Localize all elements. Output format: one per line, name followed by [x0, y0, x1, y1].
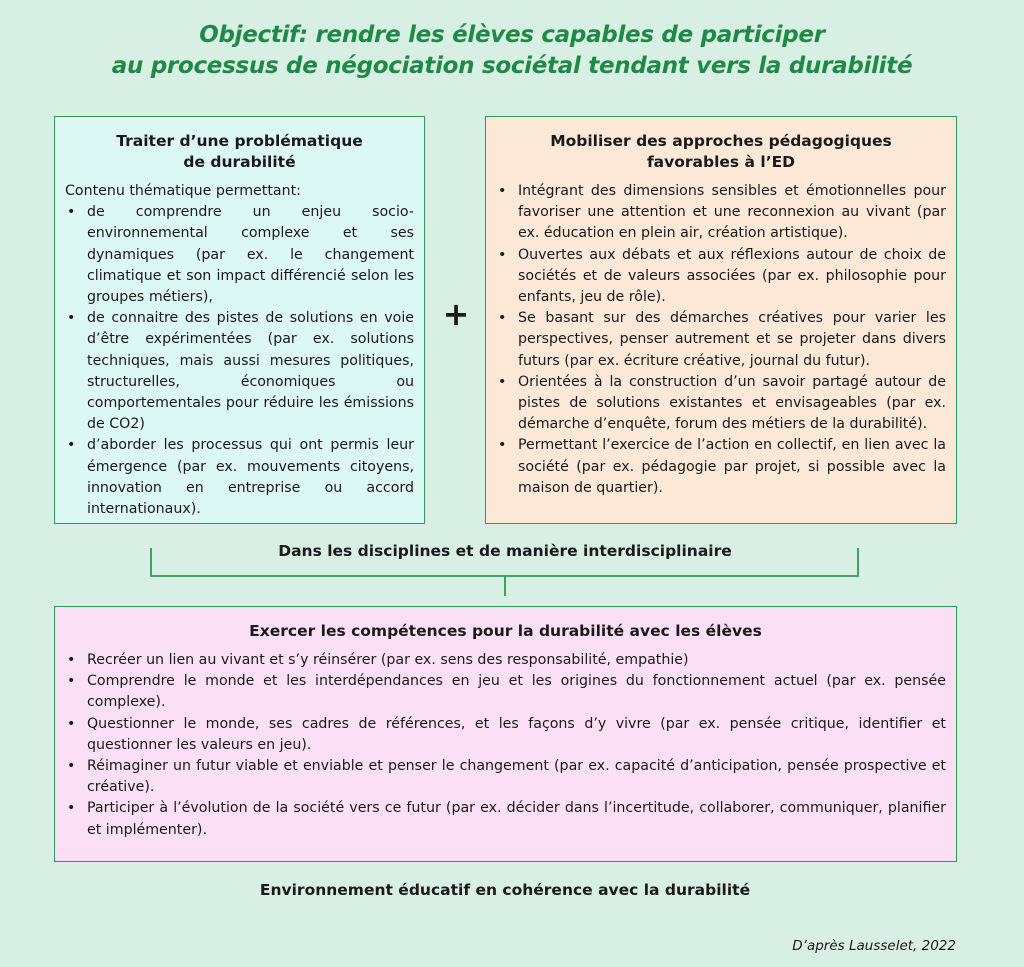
- box-competences: [54, 606, 957, 862]
- list-item: • de connaitre des pistes de solutions en voie d’être expérimentées (par ex. solutions techniques, mais aussi mesures politiques, structurelles, économiques ou comportementales pour réduire les émissions de CO2): [65, 308, 414, 435]
- box-approches-heading-line-1: Mobiliser des approches pédagogiques: [550, 132, 892, 150]
- list-item: • Intégrant des dimensions sensibles et émotionnelles pour favoriser une attention et une reconnexion au vivant (par ex. éducation en plein air, création artistique).: [496, 181, 946, 245]
- box-competences-heading: Exercer les compétences pour la durabilité avec les élèves: [249, 622, 762, 640]
- footer-label: Environnement éducatif en cohérence avec la durabilité: [259, 881, 751, 899]
- list-item: • Comprendre le monde et les interdépendances en jeu et les origines du fonctionnement actuel (par ex. pensée complexe).: [65, 671, 946, 713]
- box-approches-heading-line-2: favorables à l’ED: [646, 153, 796, 171]
- list-item: • Permettant l’exercice de l’action en collectif, en lien avec la société (par ex. pédagogie par projet, si possible avec la maison de quartier).: [496, 435, 946, 499]
- main-title-line-1: Objectif: rendre les élèves capables de participer: [199, 22, 825, 48]
- plus-sign: +: [442, 295, 470, 333]
- list-item: • Ouvertes aux débats et aux réflexions autour de choix de sociétés et de valeurs associées (par ex. philosophie pour enfants, jeu de rôle).: [496, 245, 946, 309]
- box-problematique-heading-line-2: de durabilité: [183, 153, 296, 171]
- connector-label: Dans les disciplines et de manière interdisciplinaire: [278, 542, 732, 560]
- list-item: • d’aborder les processus qui ont permis leur émergence (par ex. mouvements citoyens, innovation en entreprise ou accord internationaux).: [65, 435, 414, 520]
- list-item: • Recréer un lien au vivant et s’y réinsérer (par ex. sens des responsabilité, empathie): [65, 650, 946, 671]
- list-item: • Participer à l’évolution de la société vers ce futur (par ex. décider dans l’incertitude, collaborer, communiquer, planifier et implémenter).: [65, 798, 946, 840]
- list-item: • Orientées à la construction d’un savoir partagé autour de pistes de solutions existantes et envisageables (par ex. démarche d’enquête, forum des métiers de la durabilité).: [496, 372, 946, 436]
- box-competences-list: [65, 650, 946, 841]
- source-credit: D’après Lausselet, 2022: [792, 938, 956, 954]
- box-problematique-intro: Contenu thématique permettant:: [65, 183, 301, 199]
- box-problematique-heading-line-1: Traiter d’une problématique: [116, 132, 363, 150]
- list-item: • Réimaginer un futur viable et enviable et penser le changement (par ex. capacité d’anticipation, pensée prospective et créative).: [65, 756, 946, 798]
- list-item: • Questionner le monde, ses cadres de références, et les façons d’y vivre (par ex. pensée critique, identifier et questionner les valeurs en jeu).: [65, 714, 946, 756]
- list-item: • Se basant sur des démarches créatives pour varier les perspectives, penser autrement et se projeter dans divers futurs (par ex. écriture créative, journal du futur).: [496, 308, 946, 372]
- main-title-line-2: au processus de négociation sociétal tendant vers la durabilité: [111, 53, 913, 79]
- list-item: • de comprendre un enjeu socio-environnemental complexe et ses dynamiques (par ex. le changement climatique et son impact différencié selon les groupes métiers),: [65, 202, 414, 308]
